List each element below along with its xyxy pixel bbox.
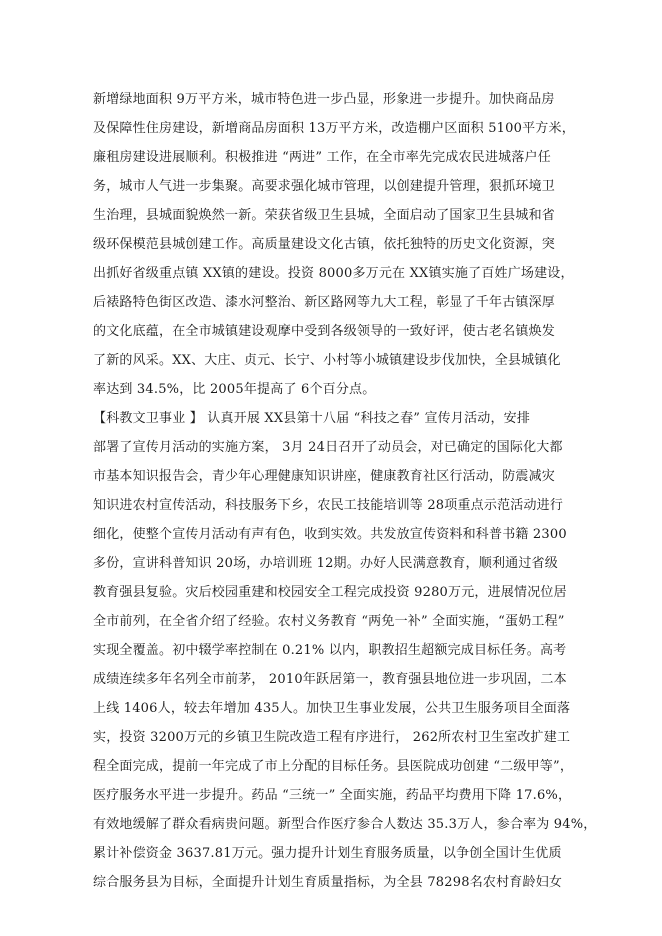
text-line: 市基本知识报告会，青少年心理健康知识讲座，健康教育社区行活动，防震减灾 (93, 469, 556, 484)
text-line: 医疗服务水平进一步提升。药品 “三统一” 全面实施，药品平均费用下降 17.6%， (93, 788, 572, 803)
text-line: 出抓好省级重点镇 XX镇的建设。投资 8000多万元在 XX镇实施了百姓广场建设， (93, 266, 574, 281)
text-line: 有效地缓解了群众看病贵问题。新型合作医疗参合人数达 35.3万人，参合率为 94%， (93, 817, 597, 832)
text-line: 生治理，县城面貌焕然一新。荣获省级卫生县城，全面启动了国家卫生县城和省 (93, 208, 556, 223)
text-line: 务，城市人气进一步集聚。高要求强化城市管理，以创建提升管理，狠抓环境卫 (93, 179, 556, 194)
text-line: 教育强县复验。灾后校园重建和校园安全工程完成投资 9280万元，进展情况位居 (93, 585, 567, 600)
text-line: 新增绿地面积 9万平方米，城市特色进一步凸显，形象进一步提升。加快商品房 (93, 92, 555, 107)
text-line: 及保障性住房建设，新增商品房面积 13万平方米，改造棚户区面积 5100平方米， (93, 121, 575, 136)
text-line: 成绩连续多年名列全市前茅， 2010年跃居第一，教育强县地位进一步巩固，二本 (93, 672, 567, 687)
text-line: 程全面完成，提前一年完成了市上分配的目标任务。县医院成功创建 “二级甲等”， (93, 759, 574, 774)
text-line: 的文化底蕴，在全市城镇建设观摩中受到各级领导的一致好评，使古老名镇焕发 (93, 324, 556, 339)
text-line: 上线 1406人，较去年增加 435人。加快卫生事业发展，公共卫生服务项目全面落 (93, 701, 571, 716)
text-line: 综合服务县为目标，全面提升计划生育质量指标，为全县 78298名农村育龄妇女 (93, 875, 563, 890)
text-line: 部署了宣传月活动的实施方案， 3月 24日召开了动员会，对已确定的国际化大都 (93, 440, 563, 455)
text-line: 实现全覆盖。初中辍学率控制在 0.21% 以内，职教招生超额完成目标任务。高考 (93, 643, 567, 658)
text-line: 了新的风采。XX、大庄、贞元、长宁、小村等小城镇建设步伐加快，全县城镇化 (93, 353, 561, 368)
text-line: 率达到 34.5%，比 2005年提高了 6个百分点。 (93, 382, 376, 397)
text-line: 级环保模范县城创建工作。高质量建设文化古镇，依托独特的历史文化资源，突 (93, 237, 556, 252)
text-line: 实，投资 3200万元的乡镇卫生院改造工程有序进行， 262所农村卫生室改扩建工 (93, 730, 571, 745)
text-line: 累计补偿资金 3637.81万元。强力提升计划生育服务质量，以争创全国计生优质 (93, 846, 562, 861)
section-heading-line: 【科教文卫事业 】 认真开展 XX县第十八届 “科技之春” 宣传月活动，安排 (93, 411, 531, 426)
text-line: 细化，使整个宣传月活动有声有色，收到实效。共发放宣传资料和科普书籍 2300 (93, 527, 567, 542)
text-line: 廉租房建设进展顺利。积极推进 “两进” 工作，在全市率先完成农民进城落户任 (93, 150, 551, 165)
text-line: 多份，宣讲科普知识 20场，办培训班 12期。办好人民满意教育，顺利通过省级 (93, 556, 558, 571)
text-line: 全市前列，在全省介绍了经验。农村义务教育 “两免一补” 全面实施，“蛋奶工程” (93, 614, 565, 629)
text-line: 后裱路特色街区改造、漆水河整治、新区路网等九大工程，彰显了千年古镇深厚 (93, 295, 556, 310)
text-line: 知识进农村宣传活动，科技服务下乡，农民工技能培训等 28项重点示范活动进行 (93, 498, 564, 513)
